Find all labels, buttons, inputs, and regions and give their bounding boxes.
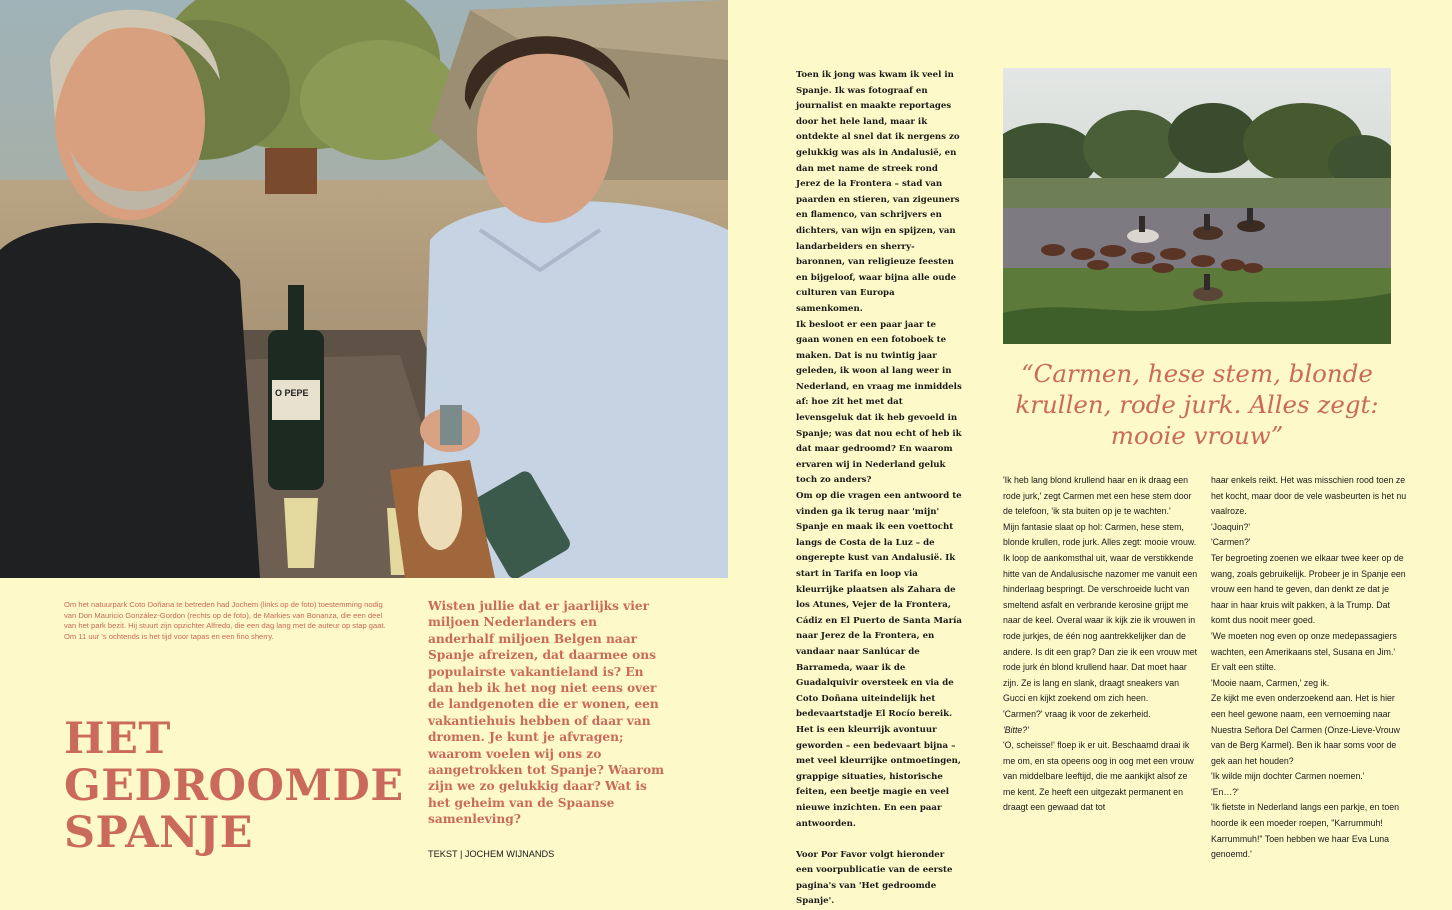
- body-paragraph: Ter begroeting zoenen we elkaar twee keer op de wang, zoals gebruikelijk. Probeer je in Spanje een vrouw een hand te geven, dan denkt ze dat je haar in haar kruis wilt pakken, à la Trump. Dat komt dus nooit meer goed.: [1211, 552, 1406, 626]
- body-paragraph: Mijn fantasie slaat op hol: Carmen, hese stem, blonde krullen, rode jurk. Alles zegt: mooie vrouw. Ik loop de aankomsthal uit, waar de verstikkende hitte van de Andalusische nazomer me vanuit een hinderlaag bespringt. De verschroeide lucht van smeltend asfalt en verbrande kerosine grijpt me naar de keel. Overal waar ik kijk zie ik vrouwen in rode jurkjes, de één nog aantrekkelijker dan de andere. Is dit een grap? Dan zie ik een vrouw met rode jurk én blond krullend haar. Dat moet haar zijn. Ze is lang en slank, draagt sneakers van Gucci en kijkt zoekend om zich heen.: [1003, 521, 1198, 704]
- body-column-2: [1211, 473, 1407, 863]
- body-paragraph: Er valt een stilte.: [1211, 662, 1277, 673]
- intro-paragraph: Wisten jullie dat er jaarlijks vier miljoen Nederlanders en anderhalf miljoen Belgen naar Spanje afreizen, dat daarmee ons populairste vakantieland is? En dan heb ik het nog niet eens over de landgenoten die er wonen, een vakantiehuis hebben of daar van dromen. Je kunt je afvragen; waarom voelen wij ons zo aangetrokken tot Spanje? Waarom zijn we zo gelukkig daar? Wat is het geheim van de Spaanse samenleving?: [428, 599, 664, 827]
- article-headline: [64, 716, 404, 857]
- body-paragraph: 'Ik heb lang blond krullend haar en ik draag een rode jurk,' zegt Carmen met een hese stem door de telefoon, 'ik sta buiten op je te wachten.': [1003, 475, 1192, 517]
- headline-line-1: HET: [64, 714, 171, 764]
- body-paragraph: 'Carmen?' vraag ik voor de zekerheid.: [1003, 708, 1151, 719]
- body-paragraph: 'Mooie naam, Carmen,' zeg ik.: [1211, 677, 1330, 688]
- body-paragraph: 'Joaquin?': [1211, 521, 1251, 532]
- body-paragraph: 'Carmen?': [1211, 537, 1251, 548]
- pull-quote: “Carmen, hese stem, blonde krullen, rode jurk. Alles zegt: mooie vrouw”: [1015, 359, 1379, 450]
- headline-line-3: SPANJE: [64, 808, 254, 858]
- center-paragraph: Ik besloot er een paar jaar te gaan wonen en een fotoboek te maken. Dat is nu twintig jaar geleden, ik woon al lang weer in Nederland, en vraag me inmiddels af: hoe zit het met dat levensgeluk dat ik heb gevoeld in Spanje; was dat nou echt of heb ik dat maar gedroomd? En waarom ervaren wij in Nederland geluk toch zo anders?: [796, 319, 962, 486]
- body-paragraph: 'Ik wilde mijn dochter Carmen noemen.': [1211, 771, 1365, 782]
- body-column-1: [1003, 473, 1199, 816]
- center-paragraph: Voor Por Favor volgt hieronder een voorpublicatie van de eerste pagina's van 'Het gedroomde Spanje'.: [796, 849, 953, 907]
- center-paragraph: Om op die vragen een antwoord te vinden ga ik terug naar 'mijn' Spanje en maak ik een voettocht langs de Costa de la Luz – de ongerepte kust van Andalusië. Ik start in Tarifa en loop via kleurrijke plaatsen als Zahara de los Atunes, Vejer de la Frontera, Cádiz en El Puerto de Santa María naar Jerez de la Frontera, en vandaar naar Sanlúcar de Barrameda, waar ik de Guadalquivir oversteek en via de Coto Doñana uiteindelijk het bedevaartstadje El Rocío bereik. Het is een kleurrijk avontuur geworden – een bedevaart bijna – met veel kleurrijke ontmoetingen, grappige situaties, historische feiten, een beetje magie en veel nieuwe inzichten. En een paar antwoorden.: [796, 491, 962, 829]
- headline-line-2: GEDROOMDE: [64, 761, 404, 811]
- center-text-column: [796, 68, 962, 910]
- body-paragraph: Ze kijkt me even onderzoekend aan. Het is hier een heel gewone naam, een vernoeming naar Nuestra Señora Del Carmen (Onze-Lieve-Vrouw van de Berg Karmel). Ben ik haar soms voor de gek aan het houden?: [1211, 693, 1400, 766]
- body-paragraph: 'We moeten nog even op onze medepassagiers wachten, een Amerikaans stel, Susana en Jim.': [1211, 630, 1397, 657]
- photo-horsemen-cattle: [1003, 68, 1391, 344]
- photo-caption: Om het natuurpark Coto Doñana te betreden had Jochem (links op de foto) toestemming nodig van Don Mauricio González-Gordon (rechts op de foto), de Markies van Bonanza, die een deel van het park bezit. Hij stuurt zijn opzichter Alfredo, die een dag lang met de auteur op stap gaat. Om 11 uur 's ochtends is het tijd voor tapas en een fino sherry.: [64, 600, 386, 641]
- body-paragraph: 'En…?': [1211, 786, 1239, 797]
- bottle-label: O PEPE: [275, 388, 309, 398]
- photo-men-at-table: [0, 0, 728, 578]
- center-paragraph: Toen ik jong was kwam ik veel in Spanje. Ik was fotograaf en journalist en maakte reportages door het hele land, maar ik ontdekte al snel dat ik nergens zo gelukkig was als in Andalusië, en dan met name de streek rond Jerez de la Frontera – stad van paarden en stieren, van zigeuners en flamenco, van schrijvers en dichters, van wijn en spijzen, van landarbeiders en sherry-baronnen, van religieuze feesten en bijgeloof, waar bijna alle oude culturen van Europa samenkomen.: [796, 70, 960, 314]
- body-paragraph: 'O, scheisse!' floep ik er uit. Beschaamd draai ik me om, en sta opeens oog in oog met een vrouw van middelbare leeftijd, die me aankijkt alsof ze me kent. Ze heeft een uitgezakt permanent en draagt een gewaad dat tot: [1003, 740, 1194, 813]
- body-paragraph: 'Ik fietste in Nederland langs een parkje, en toen hoorde ik een moeder roepen, "Karrummuh! Karrummuh!" Toen hebben we haar Eva Luna genoemd.': [1211, 802, 1399, 860]
- body-paragraph: haar enkels reikt. Het was misschien rood toen ze het kocht, maar door de vele wasbeurten is het nu vaalroze.: [1211, 475, 1407, 517]
- author-credit: TEKST | JOCHEM WIJNANDS: [428, 849, 555, 859]
- body-paragraph: 'Bitte?': [1003, 724, 1029, 735]
